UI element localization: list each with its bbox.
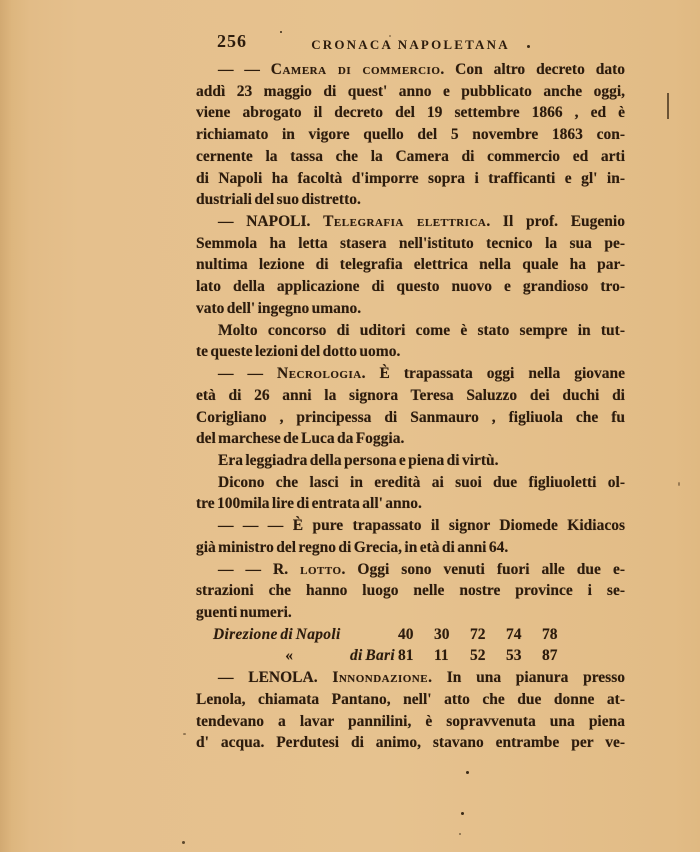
text-segment: Lenola, chiamata Pantano, nell' atto che due donne at- [196,690,625,708]
lotto-row [196,624,625,646]
text-segment: tre 100mila lire di entrata all' anno. [196,495,422,513]
text-segment: tendevano a lavar pannilini, è sopravvenuta una piena [196,712,625,730]
text-segment: vato dell' ingegno umano. [196,299,362,317]
text-line [196,559,625,581]
text-line [196,515,625,537]
lotto-label [213,645,398,667]
lotto-number: 72 [470,625,486,643]
smallcaps-segment: Telegrafia elettrica [323,213,487,231]
scan-artifact-line [667,93,669,119]
text-line [196,341,625,363]
text-line [196,276,625,298]
lotto-number: 81 [398,647,414,665]
ink-speck [461,812,464,815]
text-line [196,450,625,472]
text-segment: nultima lezione di telegrafia elettrica nella quale ha par- [196,256,625,274]
text-line [196,363,625,385]
text-segment: di Napoli ha facoltà d'imporre sopra i trafficanti e gl' in- [196,169,625,187]
lotto-number: 53 [506,647,522,665]
ink-speck [459,833,461,835]
text-segment: Era leggiadra della persona e piena di virtù. [218,451,499,469]
text-segment: viene abrogato il decreto del 19 settembre 1866 , ed è [196,104,625,122]
text-segment: dustriali del suo distretto. [196,191,361,209]
text-line [196,102,625,124]
text-segment: Semmola ha letta stasera nell'istituto tecnico la sua pe- [196,234,625,252]
text-segment: — NAPOLI. [218,213,324,231]
text-segment: — — R. [218,560,301,578]
text-line [196,168,625,190]
text-segment: . Oggi sono venuti fuori alle due e- [341,560,625,578]
text-segment: . Con altro decreto dato [440,61,625,78]
ink-speck [678,482,680,486]
text-line [196,602,625,624]
lotto-number: 78 [542,625,558,643]
lotto-number: 52 [470,647,486,665]
ink-speck [527,45,530,48]
text-segment: già ministro del regno di Grecia, in età di anni 64. [196,538,509,556]
text-line [196,537,625,559]
text-segment: . È trapassata oggi nella giovane [361,365,625,383]
text-segment: te queste lezioni del dotto uomo. [196,343,401,361]
text-segment: Molto concorso di uditori come è stato sempre in tut- [218,321,625,339]
text-segment: guenti numeri. [196,603,292,621]
text-line [196,298,625,320]
text-segment: . Il prof. Eugenio [486,213,625,231]
lotto-number: 30 [434,625,450,643]
text-segment: Corigliano , principessa di Sanmauro , figliuola che fu [196,408,625,426]
text-line [196,667,625,689]
ink-speck [183,733,186,735]
lotto-label [213,624,398,646]
text-segment: — — — È pure trapassato il signor Diomede Kidiacos [218,517,625,535]
smallcaps-segment: Innondazione [332,669,429,687]
text-segment: cernente la tassa che la Camera di commercio ed arti [196,147,625,165]
text-line [196,428,625,450]
text-line [196,146,625,168]
text-segment: del marchese de Luca da Foggia. [196,430,405,448]
text-line [196,472,625,494]
text-line [196,124,625,146]
text-line [196,732,625,754]
lotto-name: Direzione di Napoli [213,625,341,643]
lotto-number: 87 [542,647,558,665]
text-line [196,320,625,342]
text-segment: d' acqua. Perdutesi di animo, stavano entrambe per ve- [196,734,625,752]
text-segment: . In una pianura presso [428,669,625,687]
text-line [196,689,625,711]
page-number: 256 [217,31,247,51]
ink-speck [466,771,469,774]
lotto-number: 11 [434,647,449,665]
lotto-prefix: « [285,647,293,665]
ink-speck [280,31,282,33]
text-segment: strazioni che hanno luogo nelle nostre province i se- [196,582,625,600]
text-segment: — LENOLA. [218,669,333,687]
text-segment: Dicono che lasci in eredità ai suoi due figliuoletti ol- [218,473,625,491]
text-segment: richiamato in vigore quello del 5 novembre 1863 con- [196,126,625,144]
text-line [196,493,625,515]
smallcaps-segment: Camera di commercio [270,61,441,78]
lotto-row [196,645,625,667]
text-line [196,81,625,103]
text-line [196,254,625,276]
ink-speck [182,841,185,844]
text-line [196,59,625,81]
text-line [196,233,625,255]
smallcaps-segment: Necrologia [277,365,362,383]
ink-speck [389,35,391,37]
text-segment: — — [218,365,278,383]
text-line [196,711,625,733]
text-segment: addì 23 maggio di quest' anno e pubblicato anche oggi, [196,82,625,100]
lotto-number: 74 [506,625,522,643]
text-line [196,189,625,211]
text-segment: — — [218,61,271,78]
text-segment: età di 26 anni la signora Teresa Saluzzo dei duchi di [196,386,625,404]
lotto-name: di Bari [350,647,395,665]
text-segment: lato della applicazione di questo nuovo e grandioso tro- [196,278,625,296]
text-line [196,580,625,602]
smallcaps-segment: lotto [300,560,342,578]
text-line [196,385,625,407]
text-line [196,211,625,233]
text-block [196,59,625,754]
running-title: CRONACA NAPOLETANA [311,37,510,52]
lotto-number: 40 [398,625,414,643]
text-line [196,407,625,429]
